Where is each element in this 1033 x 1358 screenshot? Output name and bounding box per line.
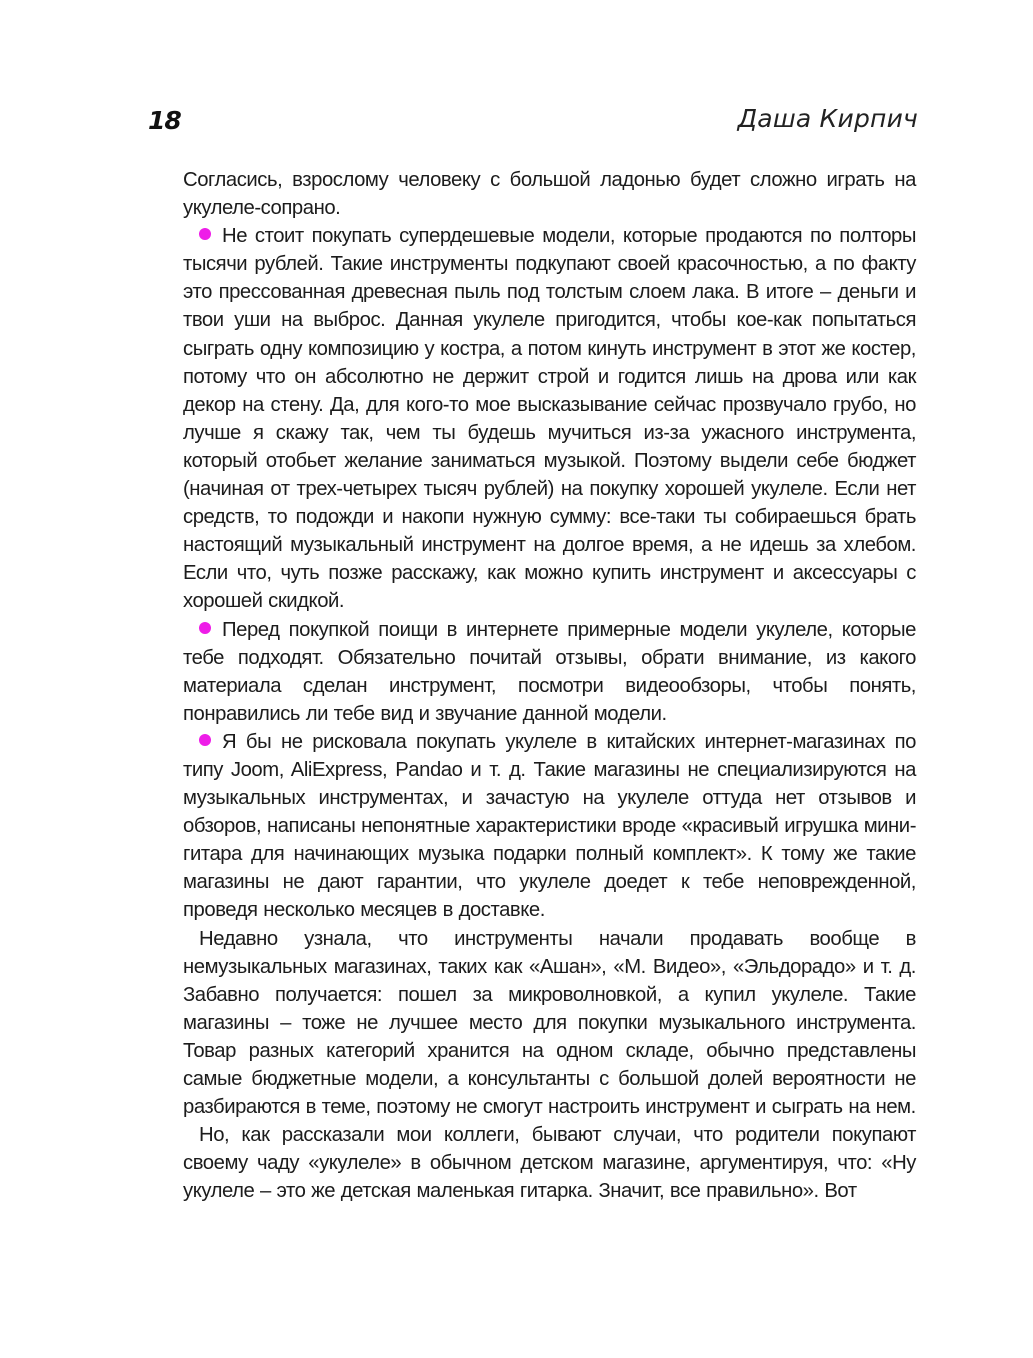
bullet-dot-icon [199,734,211,746]
page-body [183,166,916,1205]
page-header [148,104,918,140]
bullet-text: Не стоит покупать супердешевые модели, которые продаются по полторы тысячи рублей. Такие инструменты подкупают своей красочностью, а по факту это прессованная древесная пыль под толстым слоем лака. В итоге – деньги и твои уши на выброс. Данная укулеле пригодится, чтобы кое-как попытаться сыграть одну композицию у костра, а потом кинуть инструмент в этот же костер, потому что он абсолютно не держит строй и годится лишь на дрова или как декор на стену. Да, для кого-то мое высказывание сейчас прозвучало грубо, но лучше я скажу так, чем ты будешь мучиться из-за ужасного инструмента, который отобьет желание заниматься музыкой. Поэтому выдели себе бюджет (начиная от трех-четырех тысяч рублей) на покупку хорошей укулеле. Если нет средств, то подожди и накопи нужную сумму: все-таки ты собираешься брать настоящий музыкальный инструмент на долгое время, а не идешь за хлебом. Если что, чуть позже расскажу, как можно купить инструмент и аксессуары с хорошей скидкой. [183,225,916,613]
bullet-item [183,728,916,925]
intro-paragraph: Согласись, взрослому человеку с большой ладонью будет сложно играть на укулеле-сопрано. [183,169,916,220]
bullet-item [183,616,916,728]
bullet-dot-icon [199,228,211,240]
bullet-dot-icon [199,622,211,634]
bullet-text: Перед покупкой поищи в интернете примерные модели укулеле, которые тебе подходят. Обязательно почитай отзывы, обрати внимание, из какого материала сделан инструмент, посмотри видеообзоры, чтобы понять, понравились ли тебе вид и звучание данной модели. [183,618,916,725]
body-paragraph: Но, как рассказали мои коллеги, бывают случаи, что родители покупают своему чаду «укулеле» в обычном детском магазине, аргументируя, что: «Ну укулеле – это же детская маленькая гитарка. Значит, все правильно». Вот [183,1124,916,1203]
page-number: 18 [148,106,181,135]
bullet-item [183,222,916,615]
body-paragraph: Недавно узнала, что инструменты начали продавать вообще в немузыкальных магазинах, таких как «Ашан», «М. Видео», «Эльдорадо» и т. д. Забавно получается: пошел за микроволновкой, а купил укулеле. Такие магазины – тоже не лучшее место для покупки музыкального инструмента. Товар разных категорий хранится на одном складе, обычно представлены самые бюджетные модели, а консультанты с большой долей вероятности не разбираются в теме, поэтому не смогут настроить инструмент и сыграть на нем. [183,927,916,1119]
bullet-text: Я бы не рисковала покупать укулеле в китайских интернет-магазинах по типу Joom, AliExpress, Pandao и т. д. Такие магазины не специализируются на музыкальных инструментах, и зачастую на укулеле оттуда нет отзывов и обзоров, написаны непонятные характеристики вроде «красивый игрушка мини-гитара для начинающих музыка подарки полный комплект». К тому же такие магазины не дают гарантии, что укулеле доедет к тебе неповрежденной, проведя несколько месяцев в доставке. [183,730,916,922]
running-head-author: Даша Кирпич [737,104,918,133]
